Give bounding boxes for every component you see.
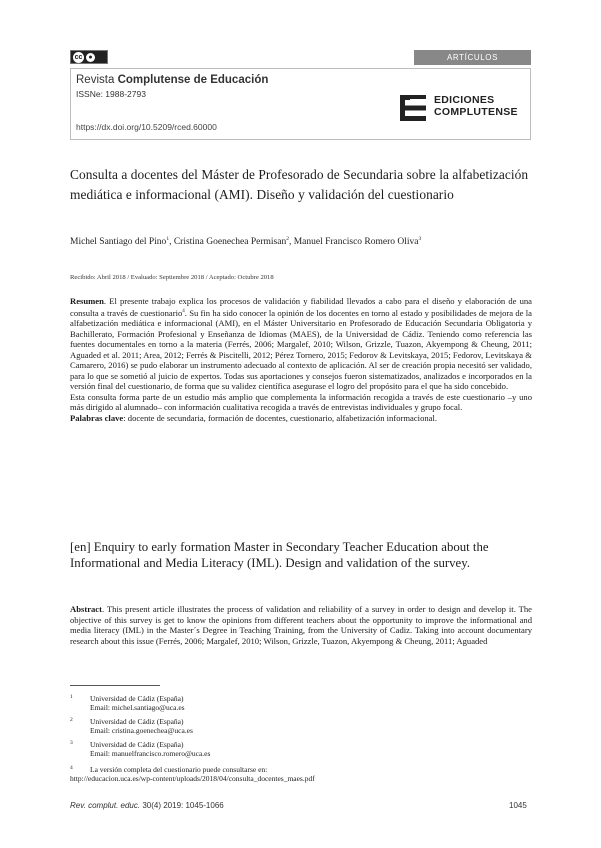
resumen-paragraph-2: Esta consulta forma parte de un estudio más amplio que complementa la información recogida a través de este cuestionario –y uno más dirigido al alumnado– con información cualitativa recogida a través de entrevistas individuales y grupo focal. [70, 391, 532, 413]
article-title: Consulta a docentes del Máster de Profesorado de Secundaria sobre la alfabetización mediática e informacional (AMI). Diseño y validación del cuestionario [70, 167, 529, 202]
citation-volume-pages: 30(4) 2019: 1045-1066 [140, 801, 224, 810]
abstract-block [70, 604, 532, 646]
journal-title-name: Complutense de Educación [117, 74, 269, 86]
abstract-label: Abstract [70, 604, 102, 614]
resumen-text-a: . El presente trabajo explica los procesos de validación y fiabilidad llevados a cabo para el diseño y elaboración de una consulta a través de cuestionario [70, 296, 532, 318]
footnote-mark: 4 [182, 308, 185, 314]
by-icon: ● [86, 53, 95, 62]
author-name: Michel Santiago del Pino [70, 237, 167, 248]
resumen-text-b: . Su fin ha sido conocer la opinión de los docentes en torno al estado y posibilidades de mejora de la alfabetización mediática e informacional (AMI), en el Máster Universitario en Profesorado de Educación Secundaria Obligatoria y Bachillerato, Formación Profesional y Enseñanza de Idiomas (MAES), de la Universidad de Cádiz. Teniendo como referencia las fuentes documentales en torno a la materia (Ferrés, 2006; Margalef, 2010; Wilson, Grizzle, Tuazon, Akyempong & Cheung, 2011; Aguaded et al. 2011; Area, 2012; Ferrés & Piscitelli, 2012; Pérez Tornero, 2015; Fedorov & Levitskaya, 2015; Fedorov, Levitskaya & Camarero, 2016) se pudo elaborar un instrumento adecuado al contexto de aplicación. Al ser de creación propia necesitó ser validado, para lo que se sometió al juicio de expertos. Todas sus aportaciones y consejos fueron sistematizados, analizados e incorporados en la versión final del cuestionario, de forma que su validez científica asegurase el logro del propósito para el que ha sido concebido. [70, 307, 532, 392]
footnote-url[interactable]: http://educacion.uca.es/wp-content/uploads/2018/04/consulta_docentes_maes.pdf [70, 774, 315, 784]
journal-title [76, 74, 268, 86]
ediciones-complutense-logo-icon [400, 95, 428, 121]
abstract-text: . This present article illustrates the process of validation and reliability of a survey in order to design and develop it. The objective of this survey is get to know the opinions from different teachers about the opportunity to improve the informational and media literacy (IML) in the Master´s Degree in Teaching Training, from the University of Cadiz. Taking into account documentary research about this issue (Ferrés, 2006; Margalef, 2010; Wilson, Grizzle, Tuazon, Akyempong & Cheung, 2011; Aguaded [70, 604, 532, 646]
footnote-number: 1 [70, 694, 73, 700]
resumen-label: Resumen [70, 296, 104, 306]
cc-license-badge [70, 50, 108, 64]
author-name: Manuel Francisco Romero Oliva [293, 237, 419, 248]
publisher-name [434, 94, 518, 118]
article-doi-link[interactable]: https://dx.doi.org/10.5209/rced.60000 [76, 122, 217, 132]
footnote-affiliation: Universidad de Cádiz (España) [90, 717, 184, 726]
keywords-label: Palabras clave [70, 412, 124, 423]
publisher-line-2: COMPLUTENSE [434, 106, 518, 118]
keywords-text: : docente de secundaria, formación de docentes, cuestionario, alfabetización informacional. [123, 412, 438, 423]
footnote-email[interactable]: Email: manuelfrancisco.romero@uca.es [90, 749, 211, 759]
footnote-number: 3 [70, 740, 73, 746]
page-number: 1045 [509, 801, 527, 810]
journal-abbrev: Rev. complut. educ. [70, 801, 141, 810]
author-name: Cristina Goenechea Permisan [173, 237, 287, 248]
footnote-affiliation: Universidad de Cádiz (España) [90, 740, 184, 749]
cc-icon: cc [74, 53, 83, 61]
section-tag: ARTÍCULOS [414, 50, 531, 65]
journal-title-prefix: Revista [76, 74, 115, 86]
resumen-paragraph [70, 296, 532, 392]
footnote-email[interactable]: Email: cristina.goenechea@uca.es [90, 726, 193, 736]
footnote-note: La versión completa del cuestionario puede consultarse en: [90, 765, 268, 774]
citation-footer [70, 801, 224, 810]
author-affiliation-mark: 3 [418, 236, 422, 242]
footnote-3 [70, 740, 532, 758]
publisher-line-1: EDICIONES [434, 94, 495, 106]
footnote-email[interactable]: Email: michel.santiago@uca.es [90, 703, 185, 713]
footnote-affiliation: Universidad de Cádiz (España) [90, 694, 184, 703]
resumen-block [70, 296, 532, 423]
footnote-4 [70, 765, 532, 783]
author-list: Michel Santiago del Pino$^1$, Cristina Goenechea Permisan$^2$, Manuel Francisco Romero Oliva$^3$ [70, 236, 422, 248]
footnote-divider [70, 685, 160, 686]
author-affiliation-mark: 2 [286, 236, 289, 242]
keywords-paragraph [70, 413, 532, 424]
footnote-1 [70, 694, 532, 712]
footnote-number: 4 [70, 765, 73, 771]
footnote-2 [70, 717, 532, 735]
english-title: [en] Enquiry to early formation Master in Secondary Teacher Education about the Informational and Media Literacy (IML). Design and validation of the survey. [70, 540, 489, 571]
footnote-number: 2 [70, 717, 73, 723]
author-affiliation-mark: 1 [166, 236, 170, 242]
journal-issn: ISSNe: 1988-2793 [76, 89, 146, 99]
review-dates: Recibido: Abril 2018 / Evaluado: Septiembre 2018 / Aceptado: Octubre 2018 [70, 274, 274, 281]
